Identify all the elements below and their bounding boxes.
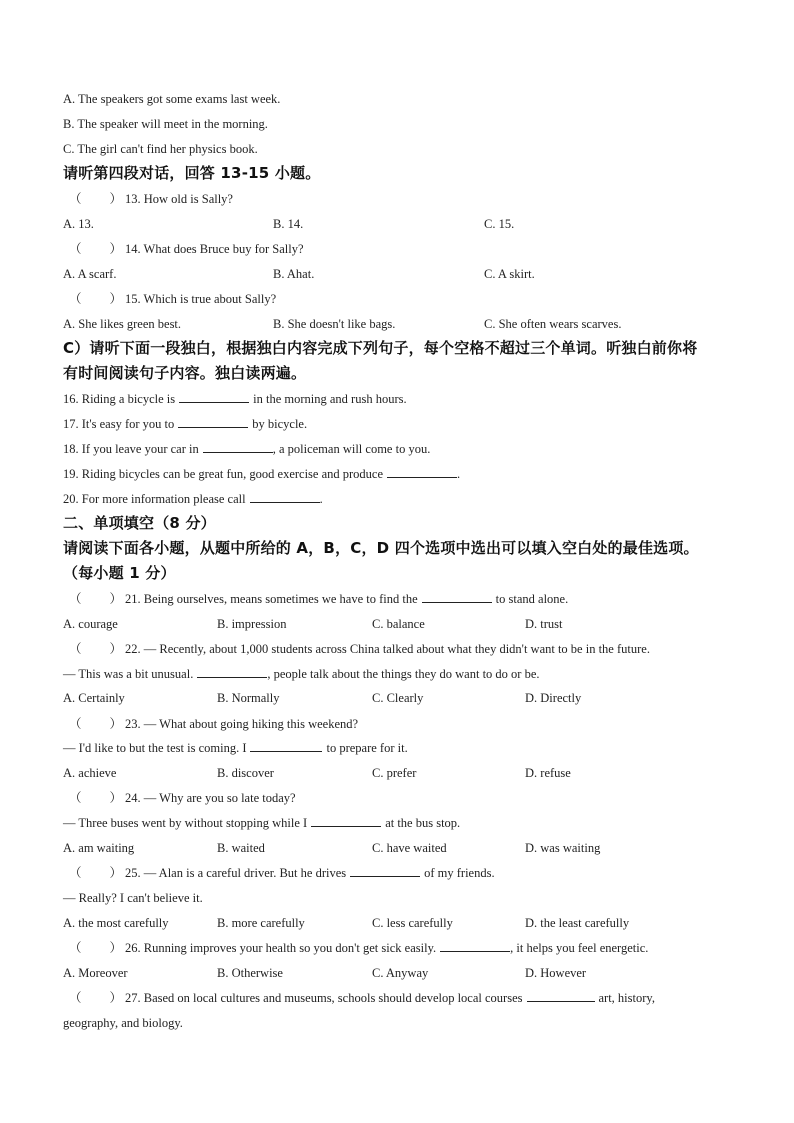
option-b[interactable]: B. She doesn't like bags.: [273, 317, 396, 331]
sentence-start: 18. If you leave your car in: [63, 442, 199, 456]
question-13: [63, 190, 743, 208]
option-b[interactable]: B. more carefully: [217, 916, 305, 930]
option-c[interactable]: C. 15.: [484, 217, 515, 231]
option-c[interactable]: C. She often wears scarves.: [484, 317, 622, 331]
part-c-title-1: C）请听下面一段独白，根据独白内容完成下列句子，每个空格不超过三个单词。听独白前你将: [63, 339, 698, 357]
sentence-end: .: [457, 467, 461, 481]
question-22: [63, 640, 743, 658]
option-c-prev: C. The girl can't find her physics book.: [63, 142, 258, 156]
option-b[interactable]: B. 14.: [273, 217, 304, 231]
option-b[interactable]: B. discover: [217, 766, 274, 780]
option-c[interactable]: C. less carefully: [372, 916, 453, 930]
question-text: 14. What does Bruce buy for Sally?: [125, 242, 304, 256]
section2-instruction-2: （每小题 1 分）: [63, 564, 176, 582]
option-b[interactable]: B. Ahat.: [273, 267, 315, 281]
question-26: [63, 939, 743, 957]
option-b[interactable]: B. Normally: [217, 691, 280, 705]
answer-blank[interactable]: [178, 415, 248, 428]
question-text-end: , people talk about the things they do want to do or be.: [267, 667, 540, 681]
question-text: 22. — Recently, about 1,000 students across China talked about what they didn't want to be in the future.: [125, 642, 650, 656]
answer-bracket[interactable]: （ ）: [69, 941, 123, 955]
question-text: 13. How old is Sally?: [125, 192, 233, 206]
section2-instruction-1: 请阅读下面各小题，从题中所给的 A，B，C，D 四个选项中选出可以填入空白处的最佳选项。: [63, 539, 699, 557]
question-text: 26. Running improves your health so you don't get sick easily.: [125, 941, 437, 955]
question-text: — This was a bit unusual.: [63, 667, 194, 681]
sentence-start: 20. For more information please call: [63, 492, 246, 506]
option-c[interactable]: C. Clearly: [372, 691, 424, 705]
question-text-end: of my friends.: [424, 866, 495, 880]
question-text: 23. — What about going hiking this weekend?: [125, 717, 359, 731]
option-d[interactable]: D. refuse: [525, 766, 571, 780]
question-text-end: to prepare for it.: [326, 741, 408, 755]
option-d[interactable]: D. However: [525, 966, 587, 980]
answer-bracket[interactable]: （ ）: [69, 242, 123, 256]
option-d[interactable]: D. was waiting: [525, 841, 601, 855]
answer-bracket[interactable]: （ ）: [69, 592, 123, 606]
answer-bracket[interactable]: （ ）: [69, 791, 123, 805]
question-text: 25. — Alan is a careful driver. But he drives: [125, 866, 347, 880]
option-b[interactable]: B. impression: [217, 617, 287, 631]
question-27-line2: geography, and biology.: [63, 1016, 183, 1030]
answer-bracket[interactable]: （ ）: [69, 991, 123, 1005]
question-14: [63, 240, 743, 258]
question-24: [63, 789, 743, 807]
sentence-start: 16. Riding a bicycle is: [63, 392, 176, 406]
answer-blank[interactable]: [250, 739, 322, 752]
question-23-line2: [63, 739, 743, 757]
part-c-title-2: 有时间阅读句子内容。独白读两遍。: [63, 364, 307, 382]
option-b-prev: B. The speaker will meet in the morning.: [63, 117, 268, 131]
option-c[interactable]: C. A skirt.: [484, 267, 535, 281]
option-a[interactable]: A. Moreover: [63, 966, 128, 980]
section2-title: 二、单项填空（8 分）: [63, 514, 216, 532]
question-21: [63, 590, 743, 608]
option-d[interactable]: D. trust: [525, 617, 563, 631]
sentence-end: by bicycle.: [252, 417, 308, 431]
sentence-start: 17. It's easy for you to: [63, 417, 175, 431]
answer-bracket[interactable]: （ ）: [69, 192, 123, 206]
option-b[interactable]: B. Otherwise: [217, 966, 283, 980]
question-text: 15. Which is true about Sally?: [125, 292, 277, 306]
answer-blank[interactable]: [422, 590, 492, 603]
option-a[interactable]: A. Certainly: [63, 691, 125, 705]
option-d[interactable]: D. Directly: [525, 691, 582, 705]
option-a[interactable]: A. courage: [63, 617, 118, 631]
option-a[interactable]: A. A scarf.: [63, 267, 117, 281]
answer-bracket[interactable]: （ ）: [69, 292, 123, 306]
option-a[interactable]: A. She likes green best.: [63, 317, 182, 331]
question-25-line2: — Really? I can't believe it.: [63, 891, 203, 905]
answer-blank[interactable]: [387, 465, 457, 478]
answer-bracket[interactable]: （ ）: [69, 642, 123, 656]
question-text: 21. Being ourselves, means sometimes we have to find the: [125, 592, 418, 606]
question-text: 27. Based on local cultures and museums, schools should develop local courses: [125, 991, 523, 1005]
question-text: — Three buses went by without stopping while I: [63, 816, 308, 830]
question-24-line2: [63, 814, 743, 832]
sentence-end: in the morning and rush hours.: [253, 392, 407, 406]
question-text-end: at the bus stop.: [385, 816, 461, 830]
option-a[interactable]: A. am waiting: [63, 841, 135, 855]
question-text-end: to stand alone.: [495, 592, 569, 606]
question-text: — I'd like to but the test is coming. I: [63, 741, 247, 755]
option-c[interactable]: C. balance: [372, 617, 425, 631]
question-text-end: , it helps you feel energetic.: [510, 941, 649, 955]
option-a[interactable]: A. the most carefully: [63, 916, 169, 930]
answer-blank[interactable]: [179, 390, 249, 403]
option-c[interactable]: C. prefer: [372, 766, 417, 780]
option-c[interactable]: C. have waited: [372, 841, 447, 855]
fill-16: [63, 390, 743, 408]
question-27: [63, 989, 743, 1007]
question-text: 24. — Why are you so late today?: [125, 791, 296, 805]
option-b[interactable]: B. waited: [217, 841, 265, 855]
answer-blank[interactable]: [350, 864, 420, 877]
answer-blank[interactable]: [440, 939, 510, 952]
option-a[interactable]: A. 13.: [63, 217, 94, 231]
answer-bracket[interactable]: （ ）: [69, 717, 123, 731]
fill-20: [63, 490, 743, 508]
answer-blank[interactable]: [527, 989, 595, 1002]
answer-blank[interactable]: [311, 814, 381, 827]
option-d[interactable]: D. the least carefully: [525, 916, 630, 930]
answer-blank[interactable]: [203, 440, 273, 453]
sentence-end: .: [319, 492, 323, 506]
answer-bracket[interactable]: （ ）: [69, 866, 123, 880]
question-text-end: art, history,: [598, 991, 655, 1005]
question-25: [63, 864, 743, 882]
option-a[interactable]: A. achieve: [63, 766, 117, 780]
fill-19: [63, 465, 743, 483]
question-15: [63, 290, 743, 308]
sentence-start: 19. Riding bicycles can be great fun, good exercise and produce: [63, 467, 384, 481]
question-23: [63, 715, 743, 733]
fill-17: [63, 415, 743, 433]
answer-blank[interactable]: [197, 665, 267, 678]
sentence-end: , a policeman will come to you.: [272, 442, 431, 456]
answer-blank[interactable]: [250, 490, 320, 503]
section4-title: 请听第四段对话，回答 13-15 小题。: [63, 164, 321, 182]
option-c[interactable]: C. Anyway: [372, 966, 429, 980]
option-a-prev: A. The speakers got some exams last week.: [63, 92, 281, 106]
question-22-line2: [63, 665, 743, 683]
fill-18: [63, 440, 743, 458]
